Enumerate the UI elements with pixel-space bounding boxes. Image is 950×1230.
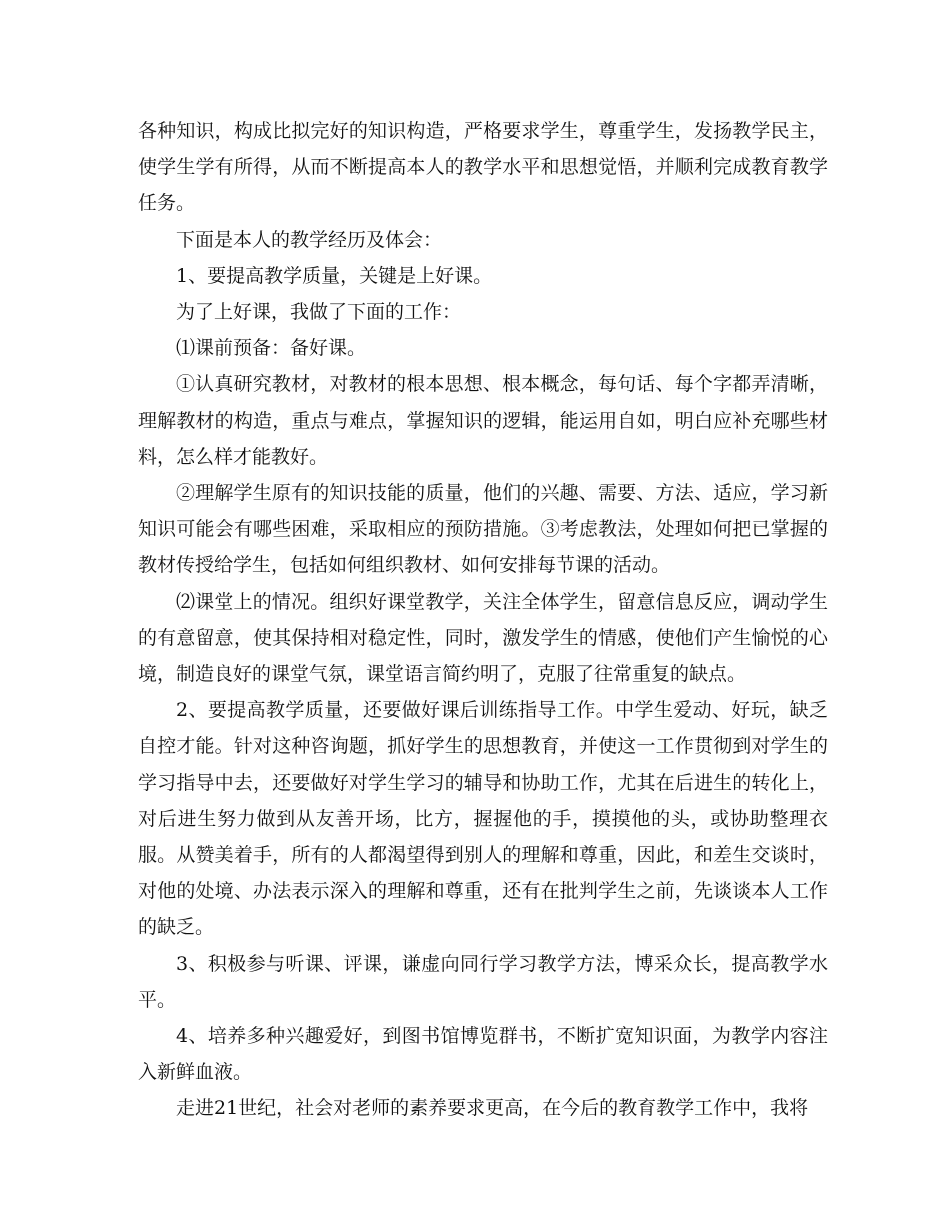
- paragraph-point-4: 4、培养多种兴趣爱好，到图书馆博览群书，不断扩宽知识面，为教学内容注入新鲜血液。: [138, 1025, 828, 1084]
- paragraph-closing: 走进21世纪，社会对老师的素养要求更高，在今后的教育教学工作中，我将: [176, 1097, 809, 1120]
- paragraph-point-2: 2、要提高教学质量，还要做好课后训练指导工作。中学生爱动、好玩，缺乏自控才能。针对这种咨询题，抓好学生的思想教育，并使这一工作贯彻到对学生的学习指导中去，还要做好对学生学习的辅导和协助工作，尤其在后进生的转化上，对后进生努力做到从友善开场，比方，握握他的手，摸摸他的头，或协助整理衣服。从赞美着手，所有的人都渴望得到别人的理解和尊重，因此，和差生交谈时，对他的处境、办法表示深入的理解和尊重，还有在批判学生之前，先谈谈本人工作的缺乏。: [138, 699, 828, 939]
- paragraph-classroom: ⑵课堂上的情况。组织好课堂教学，关注全体学生，留意信息反应，调动学生的有意留意，使其保持相对稳定性，同时，激发学生的情感，使他们产生愉悦的心境，制造良好的课堂气氛，课堂语言简约明了，克服了往常重复的缺点。: [138, 590, 828, 686]
- paragraph-point-3: 3、积极参与听课、评课，谦虚向同行学习教学方法，博采众长，提高教学水平。: [138, 952, 828, 1011]
- paragraph-continuation: 各种知识，构成比拟完好的知识构造，严格要求学生，尊重学生，发扬教学民主，使学生学有所得，从而不断提高本人的教学水平和思想觉悟，并顺利完成教育教学任务。: [138, 120, 828, 215]
- paragraph-point-1: 1、要提高教学质量，关键是上好课。: [176, 264, 493, 287]
- paragraph-lesson-prep: ⑴课前预备：备好课。: [176, 337, 367, 360]
- document-body: [138, 113, 828, 1127]
- paragraph-work-intro: 为了上好课，我做了下面的工作：: [176, 301, 462, 324]
- paragraph-intro: 下面是本人的教学经历及体会：: [176, 228, 443, 251]
- paragraph-study-materials: ①认真研究教材，对教材的根本思想、根本概念，每句话、每个字都弄清晰，理解教材的构造，重点与难点，掌握知识的逻辑，能运用自如，明白应补充哪些材料，怎么样才能教好。: [138, 373, 828, 468]
- paragraph-understand-students: ②理解学生原有的知识技能的质量，他们的兴趣、需要、方法、适应，学习新知识可能会有哪些困难，采取相应的预防措施。③考虑教法，处理如何把已掌握的教材传授给学生，包括如何组织教材、如何安排每节课的活动。: [138, 482, 828, 577]
